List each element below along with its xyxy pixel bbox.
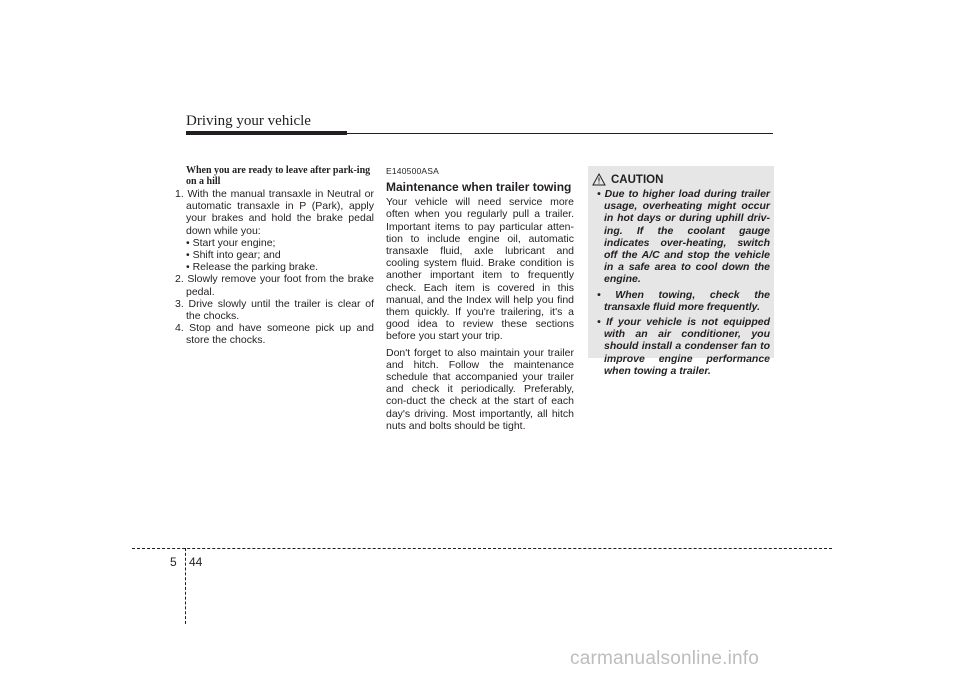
caution-title: CAUTION — [611, 173, 664, 186]
middle-column — [386, 165, 574, 436]
caution-item: • If your vehicle is not equipped with an air conditioner, you should install a condenser fan to improve engine performance when towing a trailer. — [597, 316, 770, 377]
caution-header — [592, 173, 663, 186]
step-item: 4. Stop and have someone pick up and store the chocks. — [175, 322, 374, 347]
sub-bullet-item: • Start your engine; — [186, 236, 276, 249]
caution-item: • When towing, check the transaxle fluid more frequently. — [597, 288, 770, 313]
hill-start-heading: When you are ready to leave after park-ing on a hill — [186, 165, 371, 187]
footer-vertical-dashed-rule — [185, 548, 186, 624]
chapter-number: 5 — [170, 555, 177, 569]
section-code: E140500ASA — [386, 166, 440, 176]
caution-box — [588, 166, 774, 377]
body-paragraph: Your vehicle will need service more often when you regularly pull a trailer. Important items to pay particular atten-tion to include engine oil, automatic transaxle fluid, axle lubricant and cooling system fluid. Brake condition is another important item to frequently check. Each item is covered in this manual, and the Index will help you find them quickly. If you're trailering, it's a good idea to review these sections before you start your trip. — [386, 196, 574, 343]
hill-start-steps — [175, 188, 374, 347]
page-header-title: Driving your vehicle — [186, 113, 311, 129]
caution-item: • Due to higher load during trailer usage, overheating might occur in hot days or during uphill driv-ing. If the coolant gauge indicates over-heating, switch off the A/C and stop the vehicle in a safe area to cool down the engine. — [597, 188, 770, 286]
caution-list — [592, 188, 770, 380]
header-accent-bar — [186, 131, 347, 135]
step-item: 2. Slowly remove your foot from the brake pedal. — [175, 273, 374, 298]
section-title: Maintenance when trailer towing — [386, 180, 572, 195]
step-item: 3. Drive slowly until the trailer is clear of the chocks. — [175, 297, 374, 323]
left-column — [175, 165, 374, 347]
sub-bullet-item: • Shift into gear; and — [186, 249, 281, 262]
page-number: 44 — [189, 555, 203, 569]
footer-dashed-rule — [132, 548, 832, 549]
header-rule — [347, 133, 773, 134]
warning-triangle-icon — [592, 173, 606, 186]
sub-bullet-item: • Release the parking brake. — [186, 261, 319, 274]
step-item: 1. With the manual transaxle in Neutral or automatic transaxle in P (Park), apply your brakes and hold the brake pedal down while you: — [175, 188, 374, 237]
watermark: carmanualsonline.info — [570, 648, 760, 669]
body-paragraph: Don't forget to also maintain your trailer and hitch. Follow the maintenance schedule that accompanied your trailer and check it periodically. Preferably, con-duct the check at the start of each day's driving. Most importantly, all hitch nuts and bolts should be tight. — [386, 346, 574, 432]
